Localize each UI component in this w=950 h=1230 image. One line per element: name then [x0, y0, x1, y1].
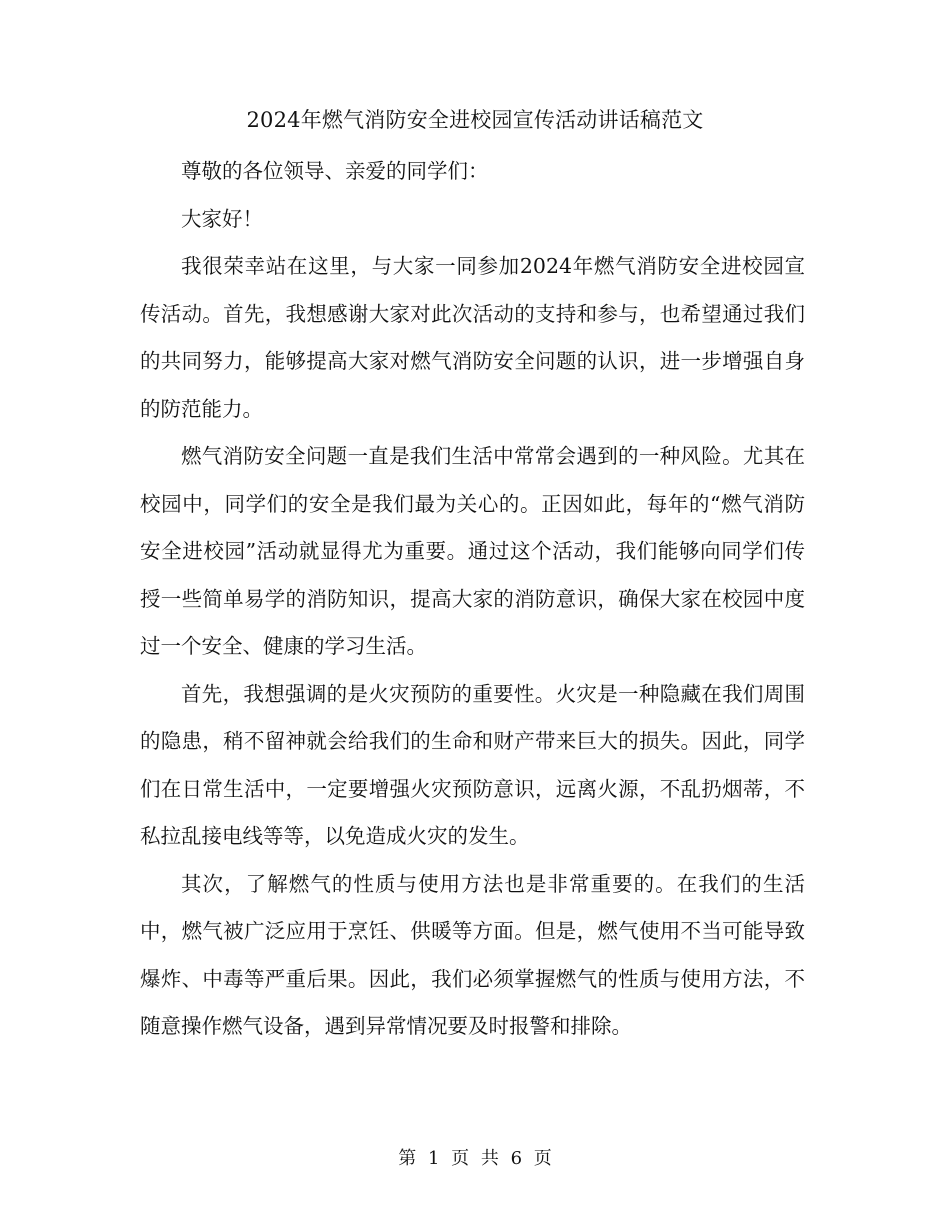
document-body [140, 148, 805, 1051]
paragraph-risk: 燃气消防安全问题一直是我们生活中常常会遇到的一种风险。尤其在校园中，同学们的安全是我们最为关心的。正因如此，每年的“燃气消防安全进校园”活动就显得尤为重要。通过这个活动，我们能够向同学们传授一些简单易学的消防知识，提高大家的消防意识，确保大家在校园中度过一个安全、健康的学习生活。 [140, 444, 805, 658]
paragraph-intro: 我很荣幸站在这里，与大家一同参加2024年燃气消防安全进校园宣传活动。首先，我想感谢大家对此次活动的支持和参与，也希望通过我们的共同努力，能够提高大家对燃气消防安全问题的认识，进一步增强自身的防范能力。 [140, 254, 805, 421]
document-title: 2024年燃气消防安全进校园宣传活动讲话稿范文 [246, 108, 704, 132]
paragraph-fire-prevention: 首先，我想强调的是火灾预防的重要性。火灾是一种隐藏在我们周围的隐患，稍不留神就会给我们的生命和财产带来巨大的损失。因此，同学们在日常生活中，一定要增强火灾预防意识，远离火源，不乱扔烟蒂，不私拉乱接电线等等，以免造成火灾的发生。 [140, 681, 805, 848]
paragraph-salutation: 尊敬的各位领导、亲爱的同学们： [181, 159, 489, 183]
paragraph-gas-usage: 其次，了解燃气的性质与使用方法也是非常重要的。在我们的生活中，燃气被广泛应用于烹饪、供暖等方面。但是，燃气使用不当可能导致爆炸、中毒等严重后果。因此，我们必须掌握燃气的性质与使用方法，不随意操作燃气设备，遇到异常情况要及时报警和排除。 [140, 871, 805, 1038]
page-footer: 第 1 页 共 6 页 [398, 1148, 552, 1169]
paragraph-greeting: 大家好！ [181, 206, 263, 231]
